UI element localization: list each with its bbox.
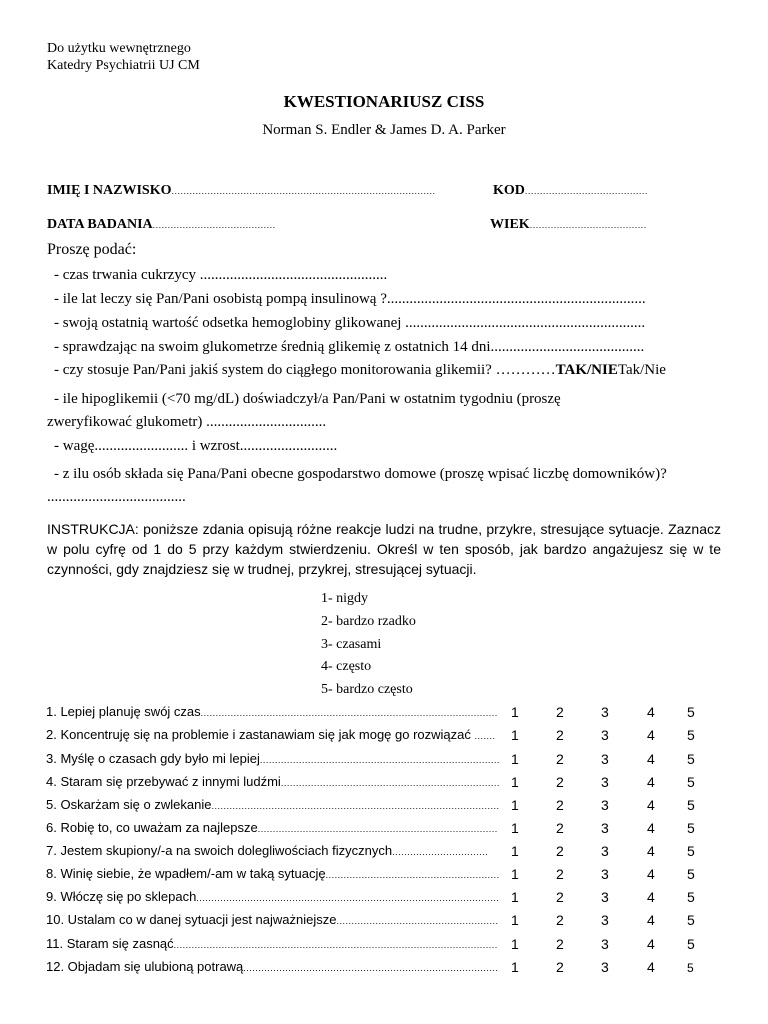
option-1[interactable]: 1 [511,889,519,905]
option-1[interactable]: 1 [511,959,519,975]
option-2[interactable]: 2 [556,820,564,836]
option-3[interactable]: 3 [601,889,609,905]
household-line-1: - z ilu osób składa się Pana/Pani obecne gospodarstwo domowe (proszę wpisać liczbę domowników)? [54,466,667,482]
scale-item-1: 1- nigdy [321,591,369,606]
option-1[interactable]: 1 [511,866,519,882]
code-label: KOD [493,183,525,198]
age-label: WIEK [490,217,530,232]
scale-item-3: 3- czasami [321,637,382,652]
option-4[interactable]: 4 [647,727,655,743]
question-text: 10. Ustalam co w danej sytuacji jest najważniejsze...................................................... [46,912,499,927]
question-text: 9. Włóczę się po sklepach..................................................................................................... [46,889,500,904]
question-row [0,797,768,819]
option-4[interactable]: 4 [647,889,655,905]
option-1[interactable]: 1 [511,797,519,813]
option-1[interactable]: 1 [511,774,519,790]
option-5[interactable]: 5 [687,751,695,767]
option-3[interactable]: 3 [601,843,609,859]
hypoglycemia-line-2[interactable]: zweryfikować glukometr) ................................ [47,414,327,430]
household-line-2[interactable]: ..................................... [47,489,186,505]
name-field [47,183,436,199]
name-label: IMIĘ I NAZWISKO [47,183,172,198]
cgm-answer-bold[interactable]: TAK/NIE [555,362,618,378]
date-label: DATA BADANIA [47,217,153,232]
option-1[interactable]: 1 [511,751,519,767]
question-text: 8. Winię siebie, że wpadłem/-am w taką sytuację.......................................................... [46,866,500,881]
date-field [47,217,276,233]
option-2[interactable]: 2 [556,866,564,882]
code-dots[interactable]: ......................................... [524,186,648,196]
age-field [490,217,647,233]
question-row [0,774,768,796]
question-row [0,936,768,958]
question-text: 4. Staram się przebywać z innymi ludźmi......................................................................... [46,774,500,789]
option-2[interactable]: 2 [556,936,564,952]
scale-item-4: 4- często [321,659,372,674]
option-2[interactable]: 2 [556,843,564,859]
option-1[interactable]: 1 [511,843,519,859]
option-3[interactable]: 3 [601,727,609,743]
question-row [0,727,768,749]
question-row [0,912,768,934]
option-1[interactable]: 1 [511,936,519,952]
intro-text: Proszę podać: [47,241,137,258]
option-4[interactable]: 4 [647,797,655,813]
question-text: 3. Myślę o czasach gdy było mi lepiej................................................................................ [46,751,500,766]
question-text: 6. Robię to, co uważam za najlepsze................................................................................ [46,820,498,835]
average-glycemia[interactable]: - sprawdzając na swoim glukometrze średnią glikemię z ostatnich 14 dni......................................... [54,339,645,355]
option-5[interactable]: 5 [687,774,695,790]
option-4[interactable]: 4 [647,774,655,790]
option-4[interactable]: 4 [647,751,655,767]
option-2[interactable]: 2 [556,959,564,975]
date-dots[interactable]: ......................................... [152,220,276,230]
option-2[interactable]: 2 [556,704,564,720]
weight-height[interactable]: - wagę......................... i wzrost.......................... [54,438,338,454]
option-3[interactable]: 3 [601,866,609,882]
question-row [0,889,768,911]
question-text: 7. Jestem skupiony/-a na swoich dolegliwościach fizycznych................................ [46,843,489,858]
option-1[interactable]: 1 [511,704,519,720]
hypoglycemia-line-1: - ile hipoglikemii (<70 mg/dL) doświadczył/a Pan/Pani w ostatnim tygodniu (proszę [54,391,561,407]
option-3[interactable]: 3 [601,820,609,836]
diabetes-duration[interactable]: - czas trwania cukrzycy .................................................. [54,267,388,283]
option-5[interactable]: 5 [687,704,695,720]
hba1c-value[interactable]: - swoją ostatnią wartość odsetka hemoglobiny glikowanej ................................................................ [54,315,646,331]
option-2[interactable]: 2 [556,727,564,743]
pump-years[interactable]: - ile lat leczy się Pan/Pani osobistą pompą insulinową ?..................................................................... [54,291,646,307]
option-3[interactable]: 3 [601,751,609,767]
header-line-1: Do użytku wewnętrznego [47,41,191,56]
option-4[interactable]: 4 [647,912,655,928]
option-5[interactable]: 5 [687,797,695,813]
question-row [0,959,768,981]
question-text: 5. Oskarżam się o zwlekanie................................................................................................ [46,797,500,812]
option-5[interactable]: 5 [687,820,695,836]
option-2[interactable]: 2 [556,751,564,767]
option-2[interactable]: 2 [556,912,564,928]
scale-item-2: 2- bardzo rzadko [321,614,416,629]
header-line-2: Katedry Psychiatrii UJ CM [47,58,200,73]
option-1[interactable]: 1 [511,820,519,836]
option-5[interactable]: 5 [687,843,695,859]
question-row [0,866,768,888]
question-row [0,751,768,773]
code-field [493,183,648,199]
option-3[interactable]: 3 [601,797,609,813]
option-5[interactable]: 5 [687,866,695,882]
cgm-text: - czy stosuje Pan/Pani jakiś system do ciągłego monitorowania glikemii? ………… [54,362,556,378]
question-text: 2. Koncentruję się na problemie i zastanawiam się jak mogę go rozwiązać ....... [46,727,496,742]
page-title: KWESTIONARIUSZ CISS [283,92,485,111]
option-5[interactable]: 5 [687,912,695,928]
question-row [0,820,768,842]
question-text: 12. Objadam się ulubioną potrawą..................................................................................... [46,959,499,974]
option-5[interactable]: 5 [687,889,695,905]
option-5[interactable]: 5 [687,727,695,743]
option-3[interactable]: 3 [601,704,609,720]
question-row [0,704,768,726]
question-text: 1. Lepiej planuję swój czas................................................................................................... [46,704,498,719]
question-row [0,843,768,865]
option-3[interactable]: 3 [601,959,609,975]
option-4[interactable]: 4 [647,704,655,720]
question-text: 11. Staram się zasnąć............................................................................................................ [46,936,498,951]
option-4[interactable]: 4 [647,959,655,975]
cgm-question [54,362,666,379]
option-3[interactable]: 3 [601,774,609,790]
option-1[interactable]: 1 [511,727,519,743]
option-3[interactable]: 3 [601,912,609,928]
option-3[interactable]: 3 [601,936,609,952]
option-5[interactable]: 5 [687,961,694,975]
option-4[interactable]: 4 [647,936,655,952]
option-4[interactable]: 4 [647,820,655,836]
authors: Norman S. Endler & James D. A. Parker [262,122,506,138]
instruction-text: INSTRUKCJA: poniższe zdania opisują różne reakcje ludzi na trudne, przykre, stresujące sytuacje. Zaznacz w polu cyfrę od 1 do 5 przy każdym stwierdzeniu. Określ w ten sposób, jak bardzo angażujesz się w te czynności, gdy znajdziesz się w trudnej, przykrej, stresującej sytuacji. [47,521,721,577]
option-1[interactable]: 1 [511,912,519,928]
option-4[interactable]: 4 [647,866,655,882]
option-4[interactable]: 4 [647,843,655,859]
name-dots[interactable]: ........................................................................................ [171,186,436,196]
option-2[interactable]: 2 [556,889,564,905]
option-2[interactable]: 2 [556,774,564,790]
cgm-answer[interactable]: Tak/Nie [617,362,666,378]
scale-item-5: 5- bardzo często [321,682,413,697]
age-dots[interactable]: ....................................... [529,220,647,230]
option-5[interactable]: 5 [687,936,695,952]
option-2[interactable]: 2 [556,797,564,813]
